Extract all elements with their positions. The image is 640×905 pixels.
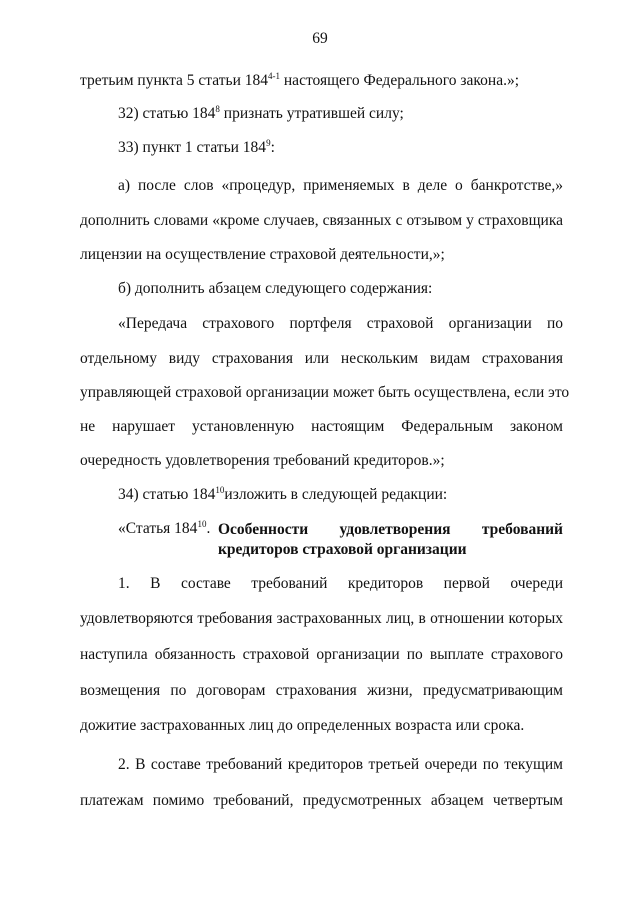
text-line-1	[80, 72, 563, 90]
text-segment: настоящего Федерального закона.»;	[280, 72, 520, 89]
text-line-17: возмещения по договорам страхования жизни, предусматривающим	[80, 682, 563, 699]
text-line-19: 2. В составе требований кредиторов третьей очереди по текущим	[118, 756, 563, 773]
text-line-10: управляющей страховой организации может быть осуществлена, если это	[80, 384, 570, 401]
text-segment: изложить в следующей редакции:	[224, 486, 448, 503]
text-line-8: «Передача страхового портфеля страховой организации по	[118, 315, 563, 332]
text-line-16: наступила обязанность страховой организации по выплате страхового	[80, 646, 563, 663]
superscript: 4-1	[268, 71, 281, 81]
superscript: 8	[215, 104, 220, 114]
text-line-6: лицензии на осуществление страховой деятельности,»;	[80, 246, 445, 263]
superscript: 9	[266, 138, 271, 148]
text-segment: 34) статью 184	[118, 486, 216, 503]
text-segment: «Статья 184	[118, 520, 198, 537]
text-line-18: дожитие застрахованных лиц до определенных возраста или срока.	[80, 717, 525, 734]
superscript: 10	[215, 485, 225, 495]
item-32	[118, 105, 563, 123]
text-segment: признать утратившей силу;	[219, 105, 404, 122]
page-number: 69	[312, 30, 328, 47]
text-line-14: 1. В составе требований кредиторов первой очереди	[118, 575, 563, 592]
article-title	[218, 520, 563, 560]
text-segment: третьим пункта 5 статьи 184	[80, 72, 269, 89]
item-33	[118, 139, 563, 157]
text-line-5: дополнить словами «кроме случаев, связанных с отзывом у страховщика	[80, 212, 563, 229]
article-title-line-2: кредиторов страховой организации	[218, 541, 467, 558]
text-line-4: а) после слов «процедур, применяемых в деле о банкротстве,»	[118, 177, 563, 194]
text-line-12: очередность удовлетворения требований кредиторов.»;	[80, 452, 445, 469]
text-segment: .	[206, 520, 211, 537]
text-segment: 32) статью 184	[118, 105, 216, 122]
text-line-9: отдельному виду страхования или нескольким видам страхования	[80, 350, 563, 367]
superscript: 10	[197, 519, 207, 529]
text-segment: :	[270, 139, 275, 156]
article-label	[118, 520, 210, 538]
text-segment: 33) пункт 1 статьи 184	[118, 139, 267, 156]
text-line-15: удовлетворяются требования застрахованных лиц, в отношении которых	[80, 610, 563, 627]
text-line-7: б) дополнить абзацем следующего содержания:	[118, 280, 433, 297]
item-34	[118, 486, 563, 504]
text-line-20: платежам помимо требований, предусмотренных абзацем четвертым	[80, 792, 563, 809]
text-line-11: не нарушает установленную настоящим Федеральным законом	[80, 418, 563, 435]
article-title-line-1: Особенности удовлетворения требований	[218, 521, 563, 538]
